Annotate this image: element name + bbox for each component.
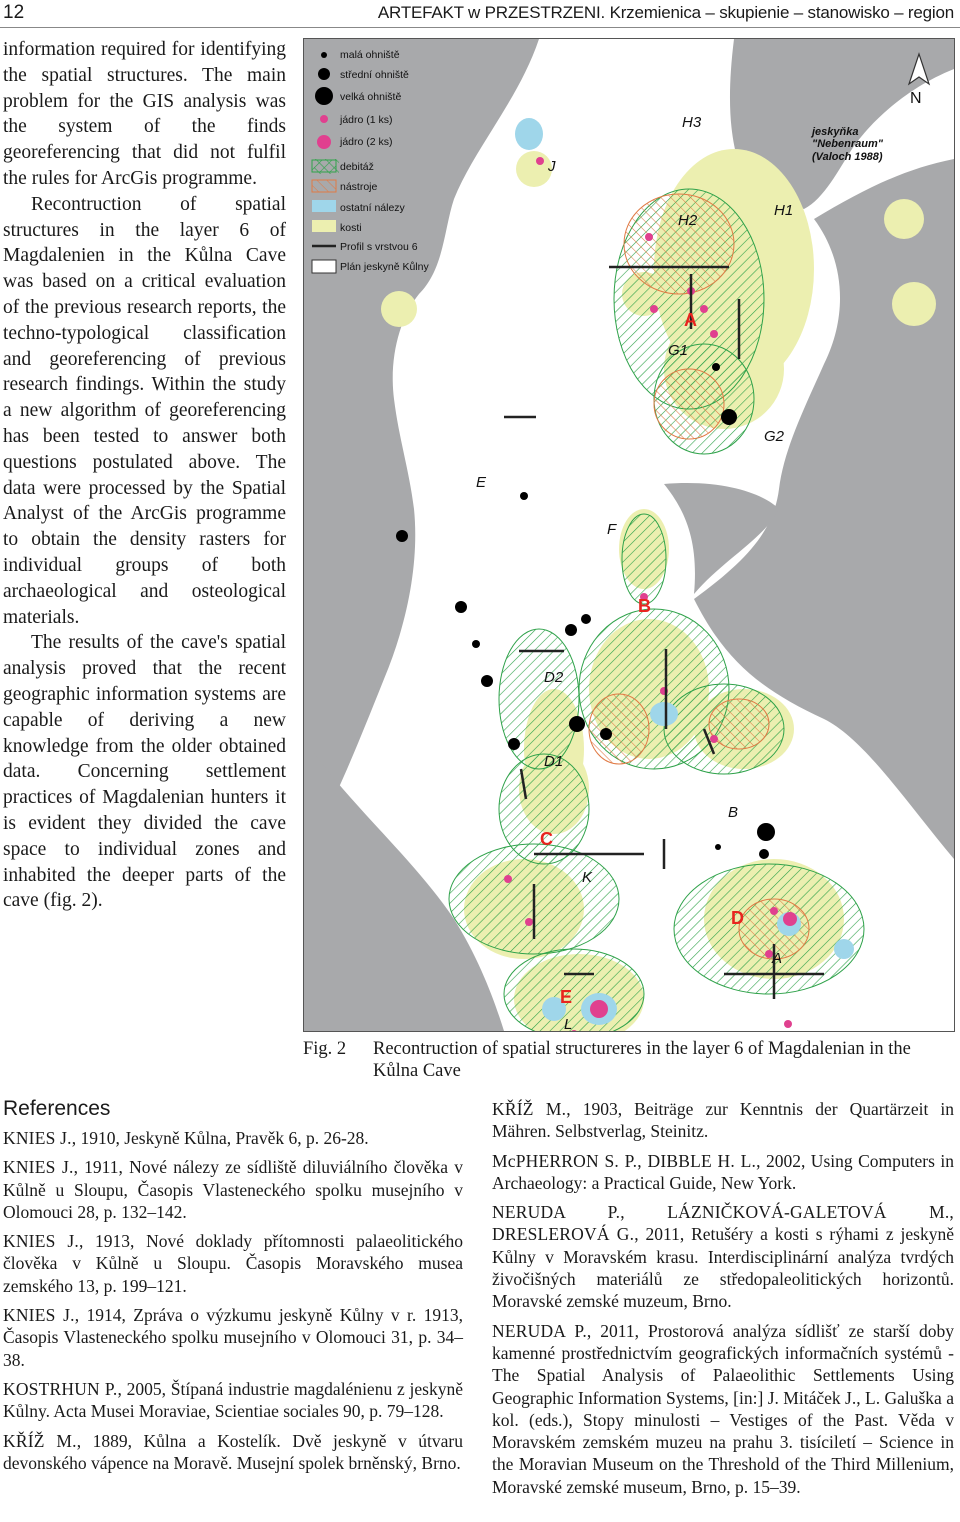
legend-medium-hearth: střední ohniště [340, 69, 409, 81]
north-label: N [910, 90, 922, 107]
paragraph-2: Recontruction of spatial structures in the layer 6 of Magdalenien in the Kůlna Cave was based on a critical evaluation of the previous research reports, the techno-typological classification and georeferencing of previous research findings. Within the study a new algorithm of georeferencing has been tested to answer both questions postulated above. The data were processed by the Spatial Analyst of the ArcGis programme to obtain the density rasters for individual groups of both archaeological and osteological materials. [3, 193, 286, 628]
reference-item: KŘÍŽ M., 1903, Beiträge zur Kenntnis der Quartärzeit in Mähren. Selbstverlag, Steinitz. [492, 1099, 954, 1142]
cave-map [304, 39, 954, 1031]
legend-cave-plan: Plán jeskyně Kůlny [340, 261, 429, 273]
reference-item: KNIES J., 1913, Nové doklady přítomnosti palaeolitického člověka v Kůlně u Sloupu. Časopis Moravského musea zemského 13, p. 199–121. [3, 1231, 464, 1296]
reference-item: KNIES J., 1914, Zpráva o výzkumu jeskyně Kůlny v r. 1913, Časopis Vlasteneckého spolku musejního v Olomouci 31, p. 34–38. [3, 1305, 463, 1370]
references-left-column [3, 1127, 463, 1481]
red-zone-label: E [560, 987, 573, 1007]
figure-label: Fig. 2 [303, 1039, 347, 1059]
zone-label: A [772, 950, 783, 967]
body-text [3, 37, 286, 914]
red-zone-label: C [540, 829, 553, 849]
references-right-column [492, 1098, 954, 1505]
zone-label: G2 [764, 428, 785, 445]
svg-text:"Nebenraum": "Nebenraum" [812, 138, 883, 150]
reference-item: KOSTRHUN P., 2005, Štípaná industrie magdalénienu z jeskyně Kůlny. Acta Musei Moraviae, Scientiae sociales 90, p. 79–128. [3, 1378, 463, 1422]
zone-label: L [564, 1016, 573, 1031]
zone-label: D1 [544, 753, 564, 770]
legend-debitage: debitáž [340, 161, 374, 173]
header-rule [0, 27, 960, 28]
legend-large-hearth: velká ohniště [340, 91, 402, 103]
reference-item: NERUDA P., 2011, Prostorová analýza sídlišť ze starší doby kamenné prostřednictvím geografických informačních systémů - The Spatial Analysis of Palaeolithic Settlements Using Geographic Information Systems, [in:] J. Mitáček J., L. Galuška a kol. (eds.), Stopy minulosti – Vestiges of the Past. Věda v Moravském zemském muzeu na prahu 3. tisíciletí – Science in the Moravian Museum on the Threshold of the Third Millenium, Moravské zemské museum, Brno, p. 15–39. [492, 1320, 954, 1497]
svg-text:(Valoch 1988): (Valoch 1988) [812, 151, 883, 163]
zone-label: E [476, 474, 487, 491]
legend-core-1: jádro (1 ks) [340, 114, 393, 126]
reference-item: KŘÍŽ M., 1889, Kůlna a Kostelík. Dvě jeskyně v útvaru devonského vápence na Moravě. Musejní spolek brněnský, Brno. [3, 1430, 463, 1473]
svg-text:jeskyňka: jeskyňka [812, 126, 859, 138]
reference-item: McPHERRON S. P., DIBBLE H. L., 2002, Using Computers in Archaeology: a Practical Guide, New York. [492, 1150, 954, 1193]
zone-label: B [728, 804, 739, 821]
zone-label: J [548, 158, 556, 175]
legend-bones: kosti [340, 222, 362, 234]
legend-small-hearth: malá ohniště [340, 49, 400, 61]
figure-caption-text: Recontruction of spatial structureres in the layer 6 of Magdalenian in the Kůlna Cave [373, 1039, 911, 1081]
zone-label: D2 [544, 669, 564, 686]
reference-item: NERUDA P., LÁZNIČKOVÁ-GALETOVÁ M., DRESLEROVÁ G., 2011, Retušéry a kosti s rýhami z jeskyně Kůlny v Moravském krasu. Interdisciplinární analýza tvrdých živočišných materiálů ze středopaleolitických horizontů. Moravské zemské muzeum, Brno. [492, 1202, 954, 1312]
running-title: ARTEFAKT w PRZESTRZENI. Krzemienica – skupienie – stanowisko – region [377, 3, 954, 22]
legend-tools: nástroje [340, 181, 378, 193]
page-header [0, 0, 960, 26]
cave-note [810, 126, 884, 163]
red-zone-label: B [638, 596, 651, 616]
reference-item: KNIES J., 1910, Jeskyně Kůlna, Pravěk 6, p. 26-28. [3, 1128, 369, 1148]
zone-label: H2 [678, 212, 698, 229]
zone-label: H1 [774, 202, 794, 219]
zone-label: K [582, 869, 593, 886]
paragraph-3: The results of the cave's spatial analysis proved that the recent geographic information systems are capable of deriving a new knowledge from the older obtained data. Concerning settlement practices of Magdalenian hunters it is evident they divided the cave space to individual zones and inhabited the deeper parts of the cave (fig. 2). [3, 632, 286, 912]
page-number: 12 [3, 2, 25, 23]
paragraph-1: information required for identifying the spatial structures. The main problem for the GIS analysis was the system of the finds georeferencing that did not fulfil the rules for ArcGis programme. [3, 39, 286, 189]
legend-profile: Profil s vrstvou 6 [340, 241, 418, 253]
red-zone-label: D [731, 908, 744, 928]
legend-other-finds: ostatní nálezy [340, 202, 405, 214]
cave-map-figure [303, 38, 955, 1032]
zone-label: G1 [668, 342, 689, 359]
zone-label: H3 [682, 114, 702, 131]
legend-core-2: jádro (2 ks) [340, 136, 393, 148]
references-heading: References [3, 1097, 111, 1120]
zone-label: F [607, 521, 617, 538]
red-zone-label: A [684, 310, 697, 330]
reference-item: KNIES J., 1911, Nové nálezy ze sídliště diluviálního člověka v Kůlně u Sloupu, Časopis Vlasteneckého spolku musejního v Olomouci 28, p. 132–142. [3, 1157, 463, 1222]
